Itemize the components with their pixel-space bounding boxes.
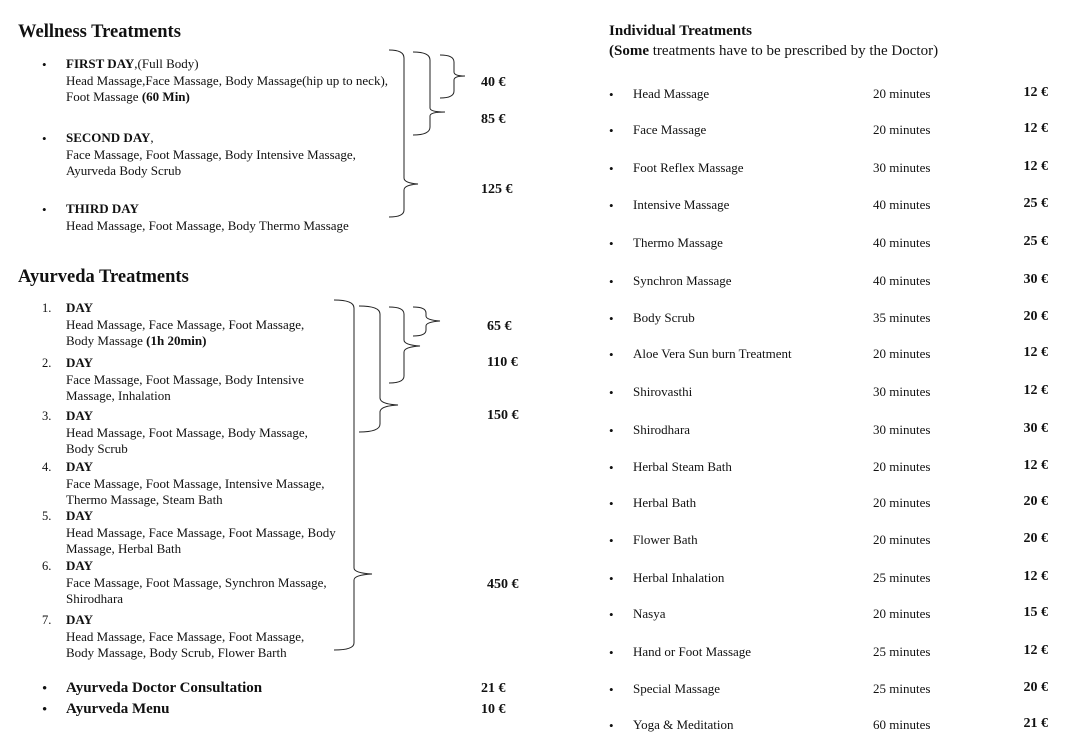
wellness-price-1day: 40 € [481,75,506,90]
day-line: Face Massage, Foot Massage, Body Intensive [66,371,304,387]
treatment-duration: 30 minutes [873,160,931,175]
treatment-duration: 20 minutes [873,459,931,474]
bullet-dot: • [609,645,614,660]
day-number: 6. [42,559,52,573]
bracket-wellness-day3 [389,50,418,217]
treatment-name: Face Massage [633,122,707,137]
treatment-price: 12 € [1023,383,1048,398]
bullet-dot: • [42,202,47,217]
treatment-name: Herbal Steam Bath [633,459,732,474]
day-number: 3. [42,409,52,423]
bullet-dot: • [609,87,614,102]
treatment-name: Aloe Vera Sun burn Treatment [633,346,792,361]
day-label: THIRD DAY [66,201,139,216]
day-label: DAY [66,459,93,474]
individual-title: Individual Treatments [609,23,752,39]
bullet-dot: • [609,682,614,697]
treatment-name: Hand or Foot Massage [633,644,752,659]
treatment-duration: 60 minutes [873,717,931,732]
day-line: Massage, Herbal Bath [66,541,182,556]
day-line: Face Massage, Foot Massage, Intensive Massage, [66,475,325,491]
treatment-price: 12 € [1023,345,1048,360]
bullet-dot: • [609,607,614,622]
treatment-name: Flower Bath [633,532,698,547]
subtitle-rest: treatments have to be prescribed by the Doctor) [649,43,939,59]
bullet-dot: • [42,702,48,718]
treatment-duration: 25 minutes [873,570,931,585]
day-line: Head Massage, Face Massage, Foot Massage, Body [66,524,336,540]
treatment-price: 15 € [1023,605,1048,620]
treatment-duration: 35 minutes [873,310,931,325]
day-line: Thermo Massage, Steam Bath [66,492,223,507]
treatment-name: Yoga & Meditation [633,717,734,732]
treatment-duration: 25 minutes [873,644,931,659]
treatment-price: 12 € [1023,85,1048,100]
treatment-name: Herbal Inhalation [633,570,725,585]
day-number: 1. [42,301,52,315]
bullet-dot: • [609,161,614,176]
bracket-ayurveda-day1 [413,307,440,336]
treatment-price: 25 € [1023,196,1048,211]
bullet-dot: • [609,718,614,733]
bracket-wellness-day2 [413,52,445,135]
doctor-consultation-price: 21 € [481,681,506,696]
ayurveda-price-2day: 110 € [487,355,518,370]
treatment-name: Intensive Massage [633,197,730,212]
treatment-price: 30 € [1023,421,1048,436]
bullet-dot: • [609,385,614,400]
treatment-duration: 20 minutes [873,606,931,621]
day-label: FIRST DAY [66,56,135,71]
day-suffix: ,(Full Body) [134,56,199,71]
bullet-dot: • [42,131,47,146]
treatment-duration: 20 minutes [873,122,931,137]
day-number: 5. [42,509,52,523]
day-line: Massage, Inhalation [66,388,171,403]
treatment-price: 12 € [1023,569,1048,584]
treatment-name: Nasya [633,606,666,621]
treatment-price: 30 € [1023,272,1048,287]
treatment-name: Shirodhara [633,422,691,437]
treatment-name: Thermo Massage [633,235,723,250]
bracket-ayurveda-day3 [359,306,398,432]
day-label: DAY [66,558,93,573]
treatment-price: 12 € [1023,643,1048,658]
treatment-price: 12 € [1023,458,1048,473]
day-number: 7. [42,613,52,627]
wellness-title: Wellness Treatments [18,22,181,42]
bullet-dot: • [609,496,614,511]
treatment-name: Foot Reflex Massage [633,160,744,175]
treatment-price: 20 € [1023,680,1048,695]
day-line: Body Massage, Body Scrub, Flower Barth [66,645,287,660]
bracket-ayurveda-day7 [334,300,372,650]
bullet-dot: • [609,198,614,213]
day-line: Head Massage, Foot Massage, Body Massage, [66,424,308,440]
treatment-duration: 20 minutes [873,346,931,361]
day-line: Head Massage,Face Massage, Body Massage(hip up to neck), [66,72,389,88]
treatment-price: 20 € [1023,309,1048,324]
ayurveda-menu-price: 10 € [481,702,506,717]
treatment-name: Herbal Bath [633,495,697,510]
day-line: Face Massage, Foot Massage, Body Intensive Massage, [66,146,356,162]
day-number: 4. [42,460,52,474]
bracket-wellness-day1 [440,55,465,98]
treatment-price: 21 € [1023,716,1048,731]
bullet-dot: • [609,347,614,362]
doctor-consultation-label: Ayurveda Doctor Consultation [66,680,263,696]
bullet-dot: • [609,274,614,289]
day-label: DAY [66,612,93,627]
day-line: Body Massage [66,333,147,348]
treatment-price: 12 € [1023,121,1048,136]
individual-subtitle [609,43,938,60]
day-duration: (1h 20min) [146,333,207,348]
day-label: DAY [66,408,93,423]
bullet-dot: • [609,236,614,251]
bullet-dot: • [609,460,614,475]
bullet-dot: • [609,311,614,326]
day-line: Shirodhara [66,591,124,606]
wellness-price-2day: 85 € [481,112,506,127]
bracket-ayurveda-day2 [389,307,420,383]
treatment-duration: 30 minutes [873,422,931,437]
treatment-duration: 30 minutes [873,384,931,399]
bullet-dot: • [609,123,614,138]
day-duration: (60 Min) [141,89,190,104]
subtitle-some: (Some [609,43,649,59]
day-number: 2. [42,356,52,370]
day-line: Foot Massage [66,89,142,104]
treatment-name: Shirovasthi [633,384,693,399]
day-label: DAY [66,300,93,315]
treatment-price: 25 € [1023,234,1048,249]
day-line: Body Scrub [66,441,128,456]
day-line: Head Massage, Face Massage, Foot Massage, [66,316,305,332]
treatment-name: Synchron Massage [633,273,732,288]
day-label: SECOND DAY [66,130,151,145]
treatment-price: 20 € [1023,531,1048,546]
wellness-price-3day: 125 € [481,182,513,197]
bullet-dot: • [609,423,614,438]
ayurveda-price-1day: 65 € [487,319,512,334]
bullet-dot: • [609,533,614,548]
treatment-duration: 20 minutes [873,495,931,510]
treatment-name: Body Scrub [633,310,695,325]
day-label: DAY [66,508,93,523]
treatment-price: 12 € [1023,159,1048,174]
treatment-duration: 20 minutes [873,86,931,101]
ayurveda-title: Ayurveda Treatments [18,267,189,287]
day-label: DAY [66,355,93,370]
day-line: Ayurveda Body Scrub [66,163,182,178]
ayurveda-price-3day: 150 € [487,408,519,423]
treatment-duration: 40 minutes [873,235,931,250]
day-line: Head Massage, Foot Massage, Body Thermo Massage [66,217,349,233]
treatment-price: 20 € [1023,494,1048,509]
treatment-duration: 40 minutes [873,273,931,288]
treatment-duration: 20 minutes [873,532,931,547]
bullet-dot: • [609,571,614,586]
ayurveda-menu-label: Ayurveda Menu [66,701,170,717]
treatment-duration: 40 minutes [873,197,931,212]
treatment-name: Special Massage [633,681,721,696]
treatment-duration: 25 minutes [873,681,931,696]
bullet-dot: • [42,57,47,72]
day-suffix: , [150,130,154,145]
treatment-name: Head Massage [633,86,710,101]
day-line: Head Massage, Face Massage, Foot Massage, [66,628,305,644]
bullet-dot: • [42,681,48,697]
day-line: Face Massage, Foot Massage, Synchron Massage, [66,574,327,590]
ayurveda-price-7day: 450 € [487,577,519,592]
